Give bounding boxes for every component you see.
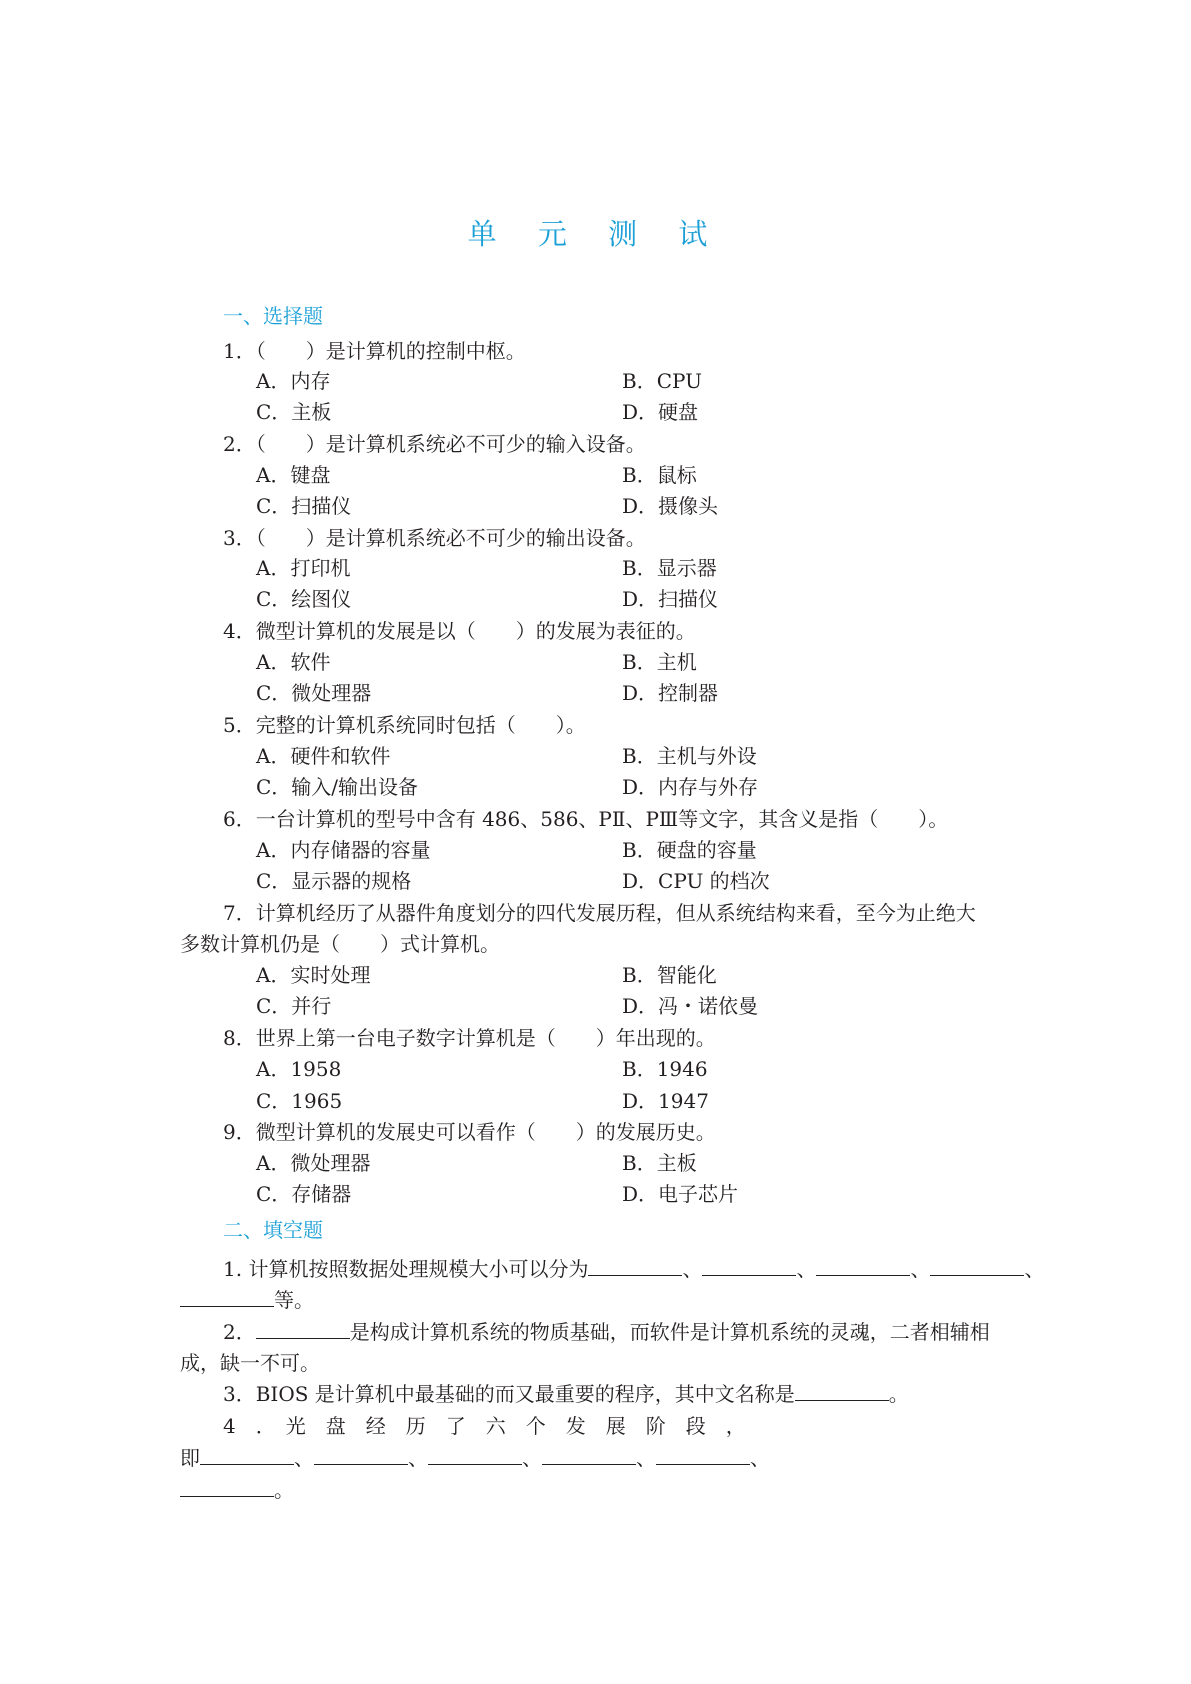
q8-option-a: A．1958 — [256, 1057, 342, 1081]
q7-option-c: C．并行 — [256, 994, 332, 1018]
answer-blank[interactable] — [200, 1446, 294, 1465]
question-3: 3．（ ）是计算机系统必不可少的输出设备。 — [223, 526, 646, 550]
q8-option-d: D．1947 — [622, 1089, 709, 1113]
q2-option-a: A．键盘 — [256, 463, 331, 487]
answer-blank[interactable] — [702, 1257, 796, 1276]
separator: 、 — [294, 1446, 314, 1470]
q9-option-a: A．微处理器 — [256, 1151, 371, 1175]
separator: 、 — [910, 1257, 931, 1281]
fill-q3-text: 3．BIOS 是计算机中最基础的而又最重要的程序，其中文名称是 — [223, 1382, 795, 1406]
q6-option-c: C．显示器的规格 — [256, 869, 412, 893]
separator: 、 — [682, 1257, 703, 1281]
answer-blank[interactable] — [588, 1257, 682, 1276]
q2-option-c: C．扫描仪 — [256, 494, 352, 518]
answer-blank[interactable] — [795, 1382, 889, 1401]
q9-option-d: D．电子芯片 — [622, 1182, 739, 1206]
q6-option-d: D．CPU 的档次 — [622, 869, 770, 893]
q8-option-c: C．1965 — [256, 1089, 343, 1113]
answer-blank[interactable] — [930, 1257, 1024, 1276]
question-8: 8．世界上第一台电子数字计算机是（ ）年出现的。 — [223, 1026, 716, 1050]
q3-option-b: B．显示器 — [622, 556, 717, 580]
separator: 、 — [636, 1446, 656, 1470]
q9-option-b: B．主板 — [622, 1151, 697, 1175]
answer-blank[interactable] — [314, 1446, 408, 1465]
q4-option-b: B．主机 — [622, 650, 697, 674]
q5-option-d: D．内存与外存 — [622, 775, 759, 799]
answer-blank[interactable] — [256, 1320, 350, 1339]
answer-blank[interactable] — [816, 1257, 910, 1276]
fill-question-4-end — [180, 1478, 294, 1502]
fill-question-2-continued: 成，缺一不可。 — [180, 1351, 320, 1375]
section-heading-choice: 一、选择题 — [223, 304, 323, 328]
fill-question-2 — [223, 1320, 990, 1344]
q3-option-c: C．绘图仪 — [256, 587, 352, 611]
q7-option-a: A．实时处理 — [256, 963, 371, 987]
question-7-continued: 多数计算机仍是（ ）式计算机。 — [180, 932, 500, 956]
fill-q2-number: 2． — [223, 1320, 256, 1344]
question-4: 4．微型计算机的发展是以（ ）的发展为表征的。 — [223, 619, 696, 643]
q3-option-d: D．扫描仪 — [622, 587, 719, 611]
fill-question-3 — [223, 1382, 909, 1406]
question-1: 1．（ ）是计算机的控制中枢。 — [223, 339, 526, 363]
page-title: 单 元 测 试 — [467, 217, 724, 251]
q1-option-a: A．内存 — [256, 369, 331, 393]
separator: 、 — [1024, 1257, 1045, 1281]
q6-option-b: B．硬盘的容量 — [622, 838, 757, 862]
q5-option-a: A．硬件和软件 — [256, 744, 391, 768]
separator: 、 — [750, 1446, 770, 1470]
section-heading-fill: 二、填空题 — [223, 1218, 323, 1242]
separator: 、 — [408, 1446, 428, 1470]
q2-option-d: D．摄像头 — [622, 494, 719, 518]
fill-q4-lead: 即 — [180, 1446, 200, 1470]
fill-question-1-continued — [180, 1288, 314, 1312]
fill-question-4: 4 ． 光 盘 经 历 了 六 个 发 展 阶 段 ， — [223, 1414, 746, 1438]
fill-q2-text: 是构成计算机系统的物质基础，而软件是计算机系统的灵魂，二者相辅相 — [349, 1320, 990, 1344]
answer-blank[interactable] — [428, 1446, 522, 1465]
q1-option-c: C．主板 — [256, 400, 332, 424]
q5-option-c: C．输入/输出设备 — [256, 775, 419, 799]
q1-option-b: B．CPU — [622, 369, 702, 393]
fill-q1-text: 1. 计算机按照数据处理规模大小可以分为 — [223, 1257, 589, 1281]
answer-blank[interactable] — [542, 1446, 636, 1465]
fill-q4-end: 。 — [274, 1478, 294, 1502]
q1-option-d: D．硬盘 — [622, 400, 699, 424]
q2-option-b: B．鼠标 — [622, 463, 697, 487]
fill-q3-end: 。 — [888, 1382, 909, 1406]
question-9: 9．微型计算机的发展史可以看作（ ）的发展历史。 — [223, 1120, 716, 1144]
q4-option-c: C．微处理器 — [256, 681, 372, 705]
question-5: 5．完整的计算机系统同时包括（ ）。 — [223, 713, 586, 737]
q6-option-a: A．内存储器的容量 — [256, 838, 431, 862]
q7-option-b: B．智能化 — [622, 963, 717, 987]
q8-option-b: B．1946 — [622, 1057, 708, 1081]
fill-q1-end: 等。 — [274, 1288, 314, 1312]
answer-blank[interactable] — [180, 1288, 274, 1307]
separator: 、 — [796, 1257, 817, 1281]
q5-option-b: B．主机与外设 — [622, 744, 757, 768]
q7-option-d: D．冯・诺依曼 — [622, 994, 759, 1018]
q4-option-a: A．软件 — [256, 650, 331, 674]
q3-option-a: A．打印机 — [256, 556, 351, 580]
q9-option-c: C．存储器 — [256, 1182, 352, 1206]
answer-blank[interactable] — [656, 1446, 750, 1465]
answer-blank[interactable] — [180, 1478, 274, 1497]
question-2: 2．（ ）是计算机系统必不可少的输入设备。 — [223, 432, 646, 456]
q4-option-d: D．控制器 — [622, 681, 719, 705]
fill-question-4-continued — [180, 1446, 770, 1470]
fill-question-1 — [223, 1257, 1044, 1281]
question-7: 7．计算机经历了从器件角度划分的四代发展历程，但从系统结构来看，至今为止绝大 — [223, 901, 976, 925]
separator: 、 — [522, 1446, 542, 1470]
question-6: 6．一台计算机的型号中含有 486、586、PⅡ、PⅢ等文字，其含义是指（ ）。 — [223, 807, 949, 831]
